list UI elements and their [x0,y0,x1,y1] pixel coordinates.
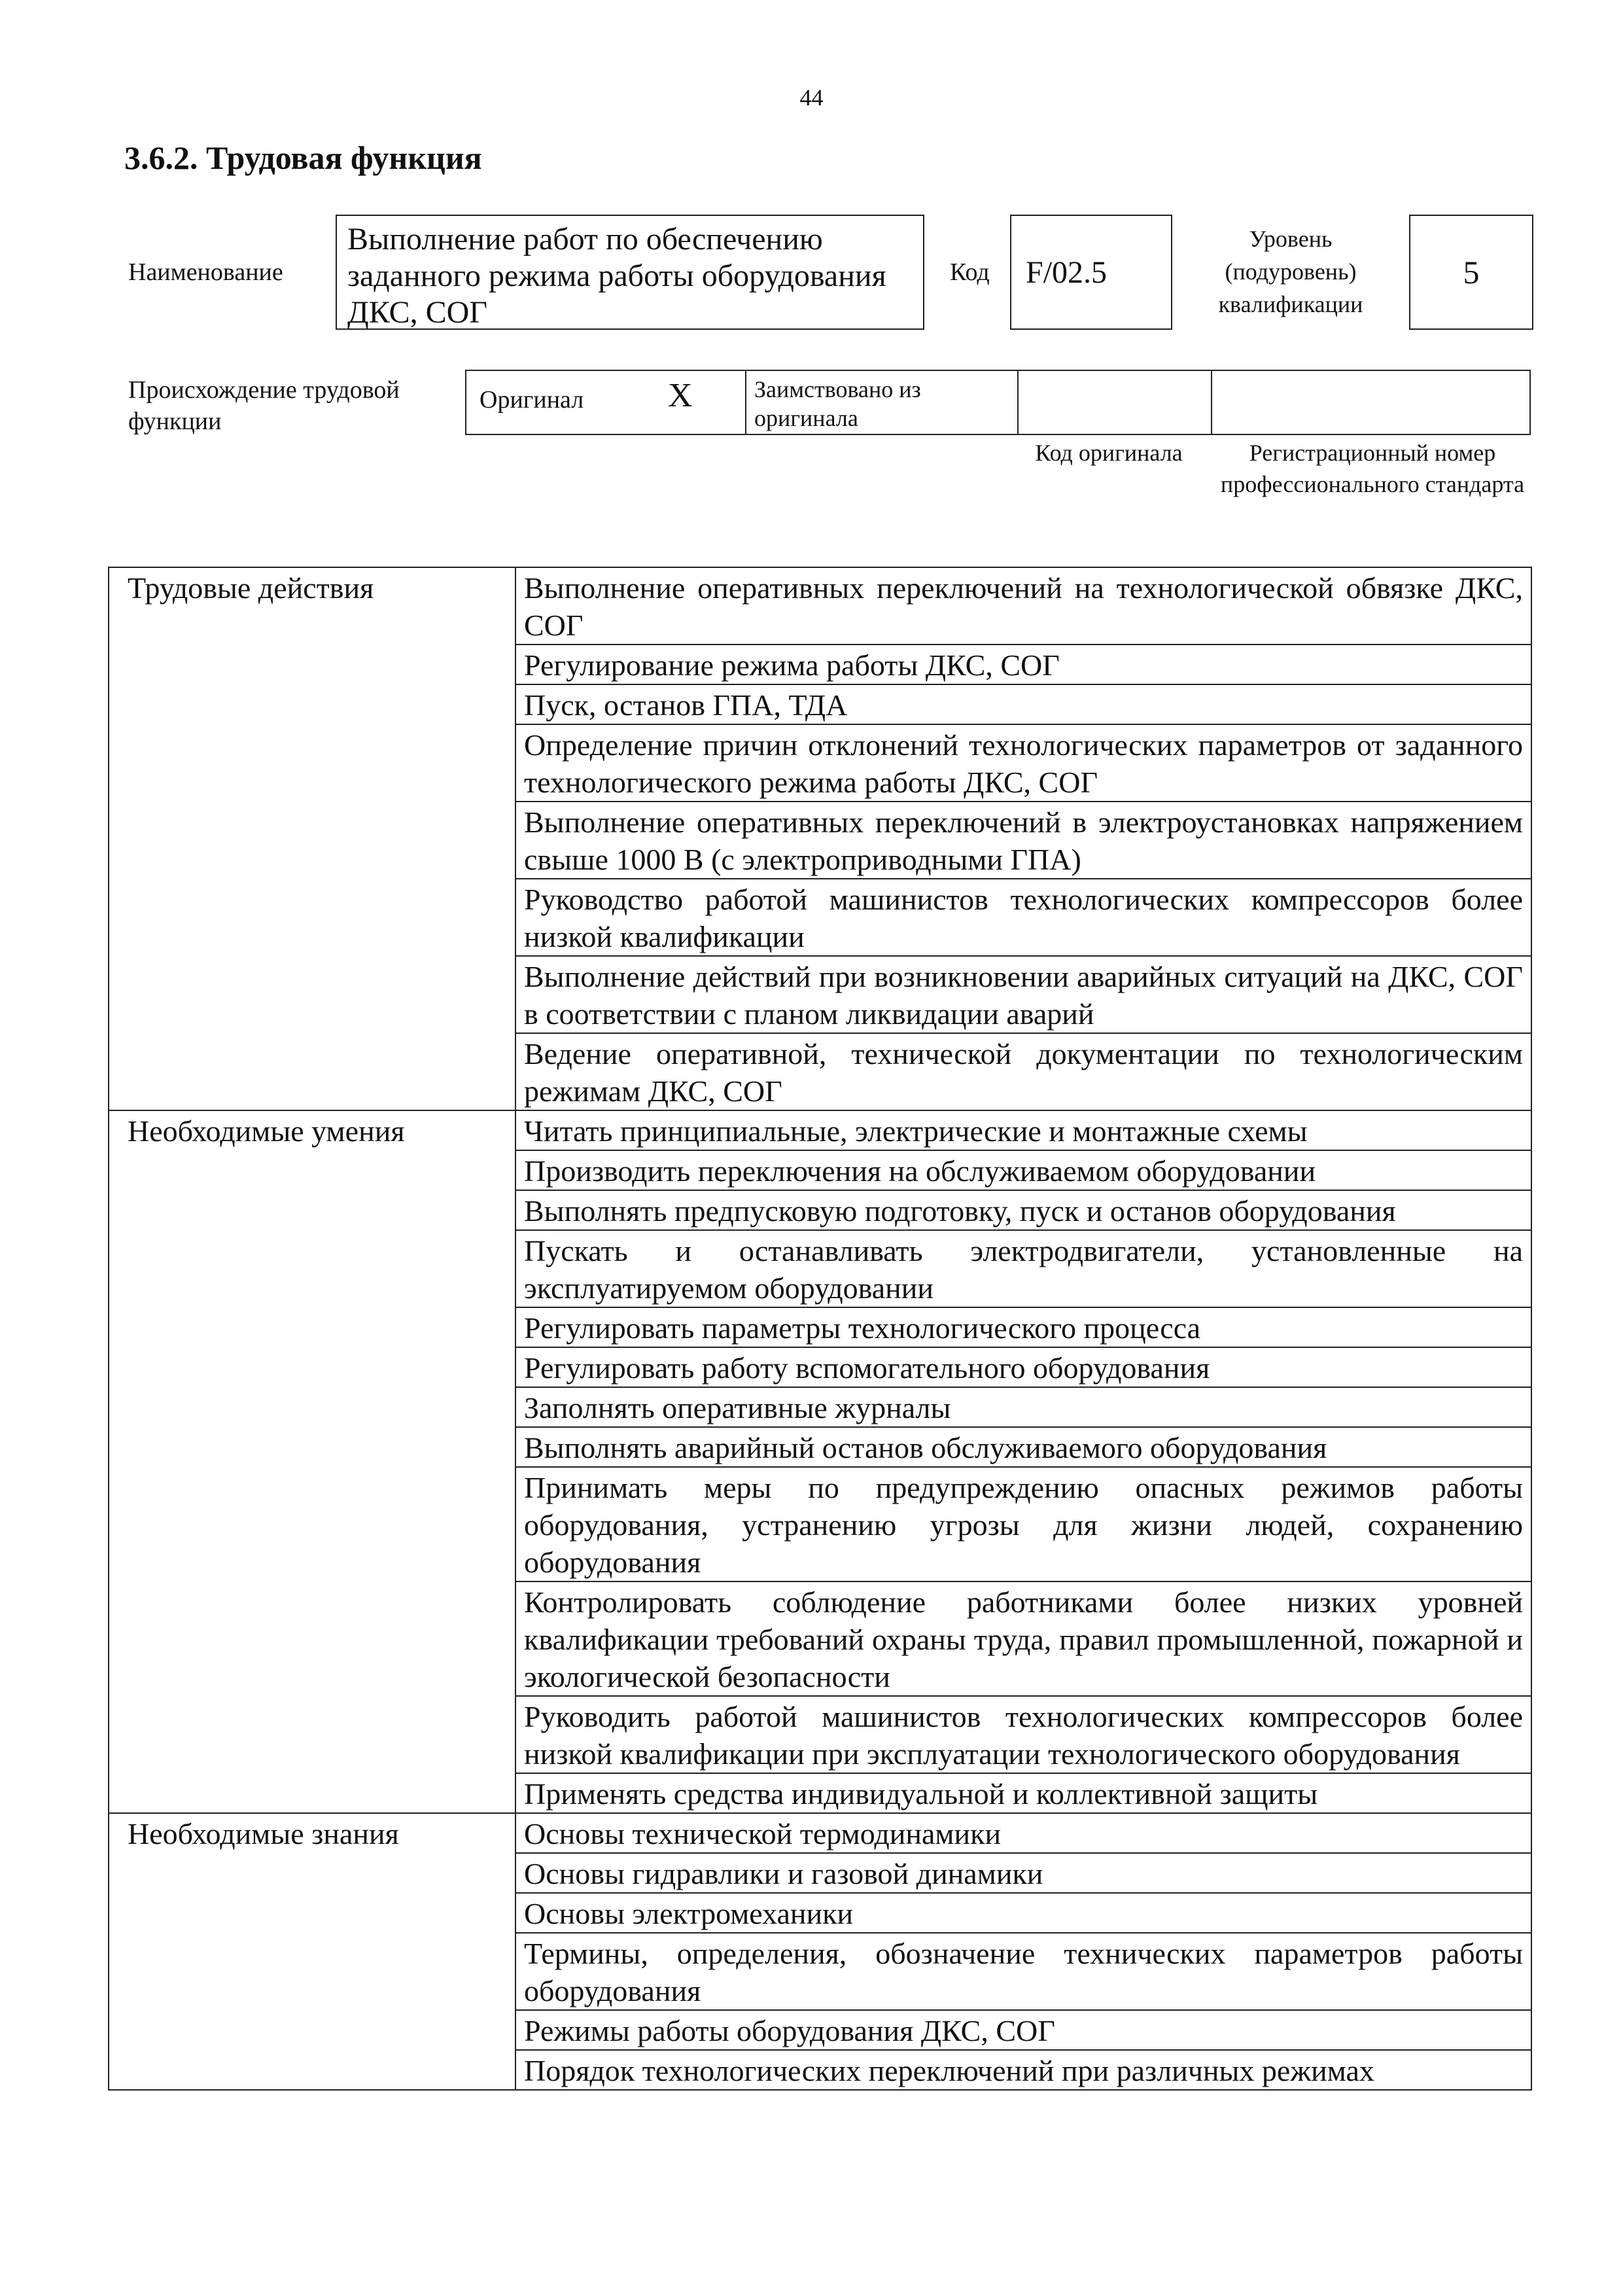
table-row [109,567,1531,645]
section-item: Производить переключения на обслуживаемом оборудовании [515,1150,1531,1190]
section-item: Выполнение оперативных переключений на технологической обвязке ДКС, СОГ [515,567,1531,645]
section-item: Руководство работой машинистов технологических компрессоров более низкой квалификации [515,879,1531,956]
section-category: Необходимые знания [109,1813,515,2090]
section-item: Основы электромеханики [515,1893,1531,1933]
reg-number-label: Регистрационный номер профессионального стандарта [1220,440,1525,497]
table-row [109,1813,1531,1853]
section-item: Читать принципиальные, электрические и монтажные схемы [515,1110,1531,1150]
section-category: Необходимые умения [109,1110,515,1813]
section-item: Контролировать соблюдение работниками более низких уровней квалификации требований охраны труда, правил промышленной, пожарной и экологической безопасности [515,1581,1531,1696]
section-item: Пускать и останавливать электродвигатели, установленные на эксплуатируемом оборудовании [515,1230,1531,1307]
section-item: Выполнять аварийный останов обслуживаемого оборудования [515,1427,1531,1467]
code-original-cell [1017,370,1212,435]
name-value-box: Выполнение работ по обеспечению заданного режима работы оборудования ДКС, СОГ [336,215,924,330]
section-item: Порядок технологических переключений при различных режимах [515,2050,1531,2090]
code-label: Код [950,258,990,286]
section-item: Режимы работы оборудования ДКС, СОГ [515,2010,1531,2050]
name-label: Наименование [128,258,283,286]
labor-function-table [108,567,1532,2091]
section-title: 3.6.2. Трудовая функция [124,139,482,176]
original-mark: X [668,377,693,414]
section-item: Выполнять предпусковую подготовку, пуск и останов оборудования [515,1190,1531,1230]
reg-number-cell [1211,370,1531,435]
section-category: Трудовые действия [109,567,515,1110]
level-value-box: 5 [1409,215,1533,330]
section-item: Руководить работой машинистов технологических компрессоров более низкой квалификации при эксплуатации технологического оборудования [515,1696,1531,1773]
section-item: Основы гидравлики и газовой динамики [515,1853,1531,1893]
original-cell [465,370,746,435]
section-item: Заполнять оперативные журналы [515,1387,1531,1427]
section-item: Применять средства индивидуальной и коллективной защиты [515,1773,1531,1813]
page-number: 44 [799,84,824,111]
original-label: Оригинал [480,386,584,414]
section-item: Термины, определения, обозначение технических параметров работы оборудования [515,1933,1531,2010]
section-item: Основы технической термодинамики [515,1813,1531,1853]
section-item: Регулировать параметры технологического процесса [515,1307,1531,1347]
origin-label: Происхождение трудовой функции [128,376,400,435]
borrowed-cell: Заимствовано из оригинала [745,370,1019,435]
section-item: Регулировать работу вспомогательного оборудования [515,1347,1531,1387]
section-item: Выполнение действий при возникновении аварийных ситуаций на ДКС, СОГ в соответствии с планом ликвидации аварий [515,956,1531,1033]
section-item: Принимать меры по предупреждению опасных режимов работы оборудования, устранению угрозы для жизни людей, сохранению оборудования [515,1467,1531,1581]
code-original-label: Код оригинала [1035,440,1183,466]
section-item: Определение причин отклонений технологических параметров от заданного технологического режима работы ДКС, СОГ [515,724,1531,802]
table-row [109,1110,1531,1150]
section-item: Ведение оперативной, технической документации по технологическим режимам ДКС, СОГ [515,1033,1531,1110]
section-item: Выполнение оперативных переключений в электроустановках напряжением свыше 1000 В (с электроприводными ГПА) [515,802,1531,879]
section-item: Регулирование режима работы ДКС, СОГ [515,645,1531,684]
section-item: Пуск, останов ГПА, ТДА [515,684,1531,724]
code-value-box: F/02.5 [1010,215,1172,330]
level-label: Уровень (подуровень) квалификации [1218,226,1363,317]
origin-row [466,370,1533,435]
